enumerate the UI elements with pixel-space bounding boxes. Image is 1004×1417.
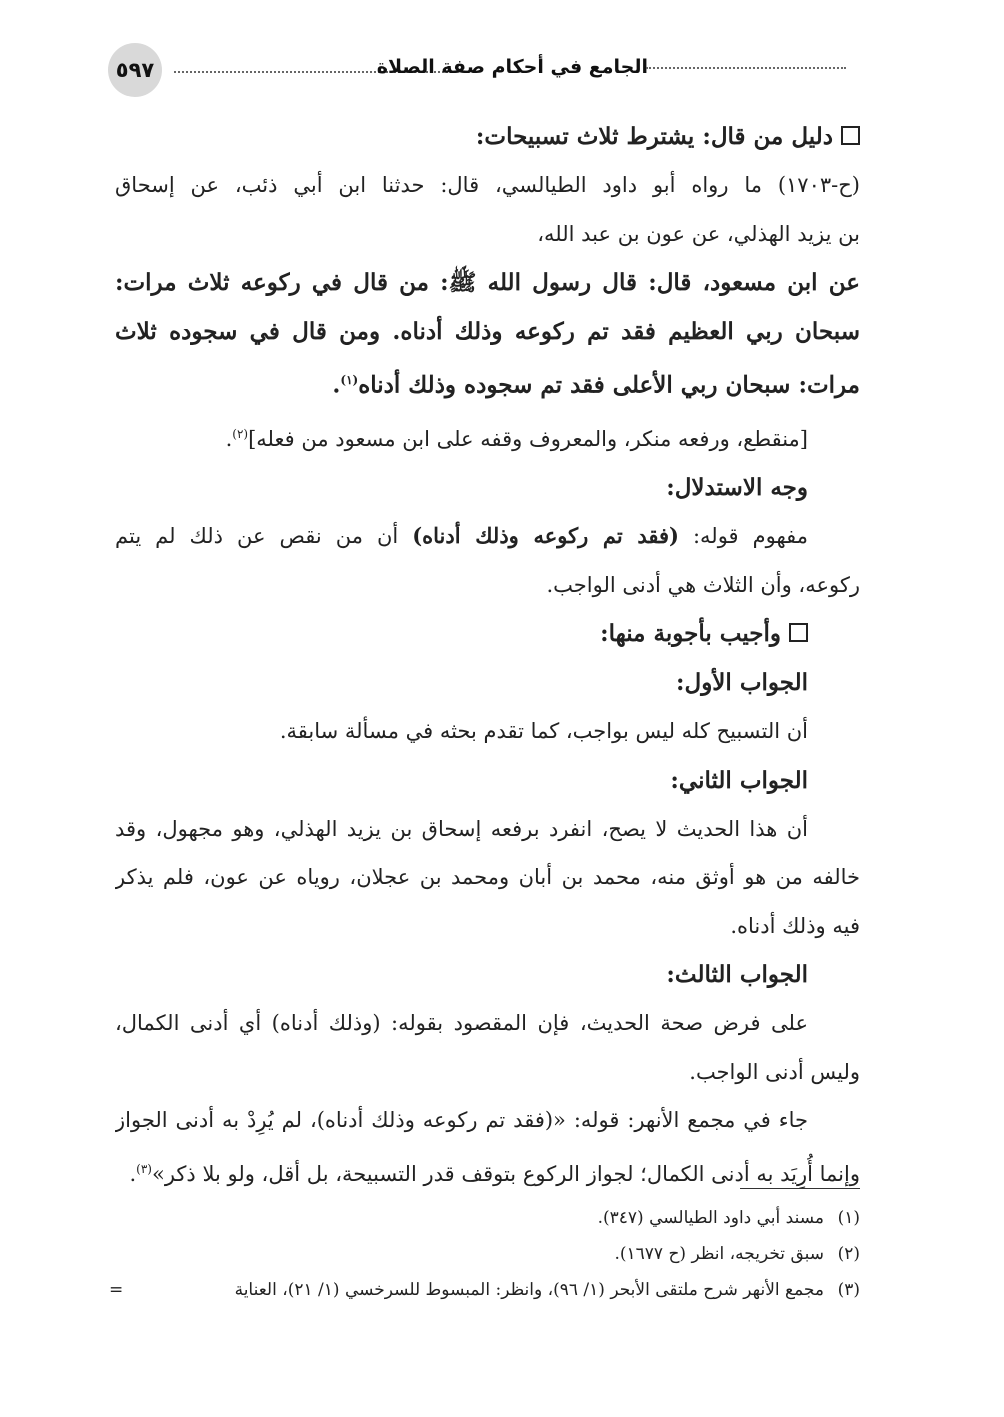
footnotes <box>109 1200 860 1308</box>
page-number: ٥٩٧ <box>108 43 162 97</box>
square-bullet-icon <box>841 126 860 145</box>
footnote-ref-2: (٢) <box>232 426 249 441</box>
hadith-matn-line-2: سبحان ربي العظيم فقد تم ركوعه وذلك أدناه. ومن قال في سجوده ثلاث <box>115 318 860 345</box>
footnote-2: (٢)سبق تخريجه، انظر (ح ١٦٧٧). <box>614 1244 860 1264</box>
answer-2-line-3: فيه وذلك أدناه. <box>730 913 860 938</box>
hadith-grading: [منقطع، ورفعه منكر، والمعروف وقفه على ابن مسعود من فعله]$^{(٢)}$. <box>225 426 808 451</box>
header-dotted-rule-right <box>646 67 846 69</box>
answer-3-line-2: وليس أدنى الواجب. <box>689 1059 860 1084</box>
section-heading-answers: وأجيب بأجوبة منها: <box>115 609 860 658</box>
footnote-continuation-mark: = <box>109 1280 124 1300</box>
book-title: الجامع في أحكام صفة الصلاة <box>376 56 648 78</box>
answer-1-text: أن التسبيح كله ليس بواجب، كما تقدم بحثه في مسألة سابقة. <box>279 719 808 744</box>
footnote-separator <box>740 1188 860 1189</box>
hadith-isnad-line-2: بن يزيد الهذلي، عن عون بن عبد الله، <box>537 221 860 246</box>
footnote-1: (١)مسند أبي داود الطيالسي (٣٤٧). <box>597 1208 860 1228</box>
section-heading-evidence: دليل من قال: يشترط ثلاث تسبيحات: <box>115 112 860 161</box>
footnote-ref-1: (١) <box>340 373 359 387</box>
mafhum-line-2: ركوعه، وأن الثلاث هي أدنى الواجب. <box>546 572 860 597</box>
subheading-wajh: وجه الاستدلال: <box>666 474 808 502</box>
answer-2-line-2: خالفه من هو أوثق منه، محمد بن أبان ومحمد بن عجلان، روياه عن عون، فلم يذكر <box>115 865 860 890</box>
answer-3-heading: الجواب الثالث: <box>666 961 808 989</box>
hadith-isnad-line-1: (ح-١٧٠٣) ما رواه أبو داود الطيالسي، قال: حدثنا ابن أبي ذئب، عن إسحاق <box>115 173 860 197</box>
footnote-3: (٣)مجمع الأنهر شرح ملتقى الأبحر (١/ ٩٦)، وانظر: المبسوط للسرخسي (١/ ٢١)، العناية = <box>115 1272 860 1308</box>
square-bullet-icon <box>789 623 808 642</box>
quote-line-2: وإنما أُرِيَد به أدنى الكمال؛ لجواز الركوع بتوقف قدر التسبيحة، بل أقل، ولو بلا ذكر»$^{(٣)}$. <box>129 1161 860 1186</box>
answer-2-line-1: أن هذا الحديث لا يصح، انفرد برفعه إسحاق بن يزيد الهذلي، وهو مجهول، وقد <box>115 816 808 841</box>
answer-2-heading: الجواب الثاني: <box>670 766 808 794</box>
mafhum-line-1: مفهوم قوله: (فقد تم ركوعه وذلك أدناه) أن من نقص عن ذلك لم يتم <box>115 523 808 549</box>
running-header <box>108 40 858 96</box>
quote-line-1: جاء في مجمع الأنهر: قوله: «(فقد تم ركوعه وذلك أدناه)، لم يُرِدْ به أدنى الجواز <box>115 1108 808 1133</box>
hadith-matn-line-3: مرات: سبحان ربي الأعلى فقد تم سجوده وذلك أدناه$^{(١)}$. <box>332 371 860 399</box>
hadith-matn-line-1: عن ابن مسعود، قال: قال رسول الله ﷺ: من قال في ركوعه ثلاث مرات: <box>115 269 860 296</box>
answer-1-heading: الجواب الأول: <box>676 669 808 697</box>
page-body <box>115 112 860 1198</box>
footnote-ref-3: (٣) <box>136 1161 152 1176</box>
answer-3-line-1: على فرض صحة الحديث، فإن المقصود بقوله: (وذلك أدناه) أي أدنى الكمال، <box>115 1011 808 1036</box>
mafhum-quote: (فقد تم ركوعه وذلك أدناه) <box>412 523 679 549</box>
